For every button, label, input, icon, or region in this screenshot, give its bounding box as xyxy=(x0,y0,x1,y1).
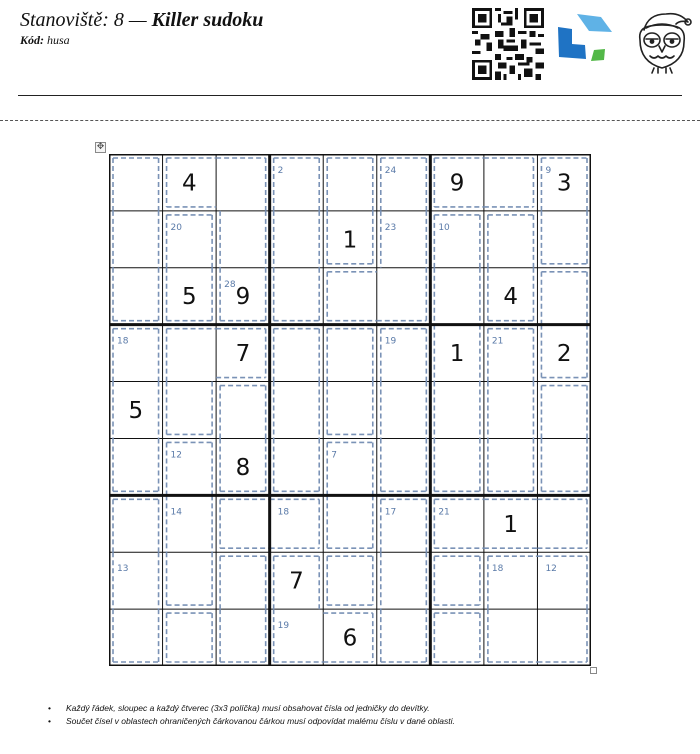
colored-blocks-logo-icon xyxy=(555,14,617,70)
given-digit: 8 xyxy=(235,454,251,481)
cage-sum: 21 xyxy=(491,336,504,347)
cage xyxy=(113,499,159,662)
sudoku-board[interactable] xyxy=(109,154,591,666)
table-resize-handle[interactable] xyxy=(590,667,597,674)
cage-sum: 20 xyxy=(170,222,183,233)
rules-list xyxy=(48,702,688,728)
cage-sum: 12 xyxy=(170,450,183,461)
cage-sum: 7 xyxy=(331,450,337,461)
given-digit: 5 xyxy=(182,284,197,311)
cage-sum: 28 xyxy=(224,279,236,290)
cage-sum: 21 xyxy=(438,507,450,518)
given-digit: 7 xyxy=(289,568,304,595)
owl-logo-icon xyxy=(630,6,694,76)
logo-green-block xyxy=(591,49,605,61)
given-digit: 9 xyxy=(449,170,465,197)
cage xyxy=(167,613,213,662)
cage xyxy=(274,158,320,321)
page-header xyxy=(20,8,263,48)
code-line: Kód: husa xyxy=(20,33,70,47)
sudoku-grid xyxy=(109,154,591,666)
given-digit: 2 xyxy=(556,341,572,368)
cage-sum: 14 xyxy=(170,507,183,518)
given-digit: 4 xyxy=(503,284,518,311)
cage xyxy=(327,556,480,605)
bullet-icon: • xyxy=(48,703,51,713)
rule-item: • Každý řádek, sloupec a každý čtverec (3x3 políčka) musí obsahovat čísla od jedničky do devítky. xyxy=(48,703,430,713)
given-digit: 6 xyxy=(342,625,358,652)
cage-sum: 18 xyxy=(117,336,129,347)
cage-sum: 24 xyxy=(384,166,397,176)
given-digit: 9 xyxy=(235,284,251,311)
cage-sum: 23 xyxy=(384,222,397,233)
logo-dark-blue-block xyxy=(558,27,586,59)
given-digit: 1 xyxy=(342,227,358,254)
cage-sum: 9 xyxy=(545,166,552,176)
cage xyxy=(381,329,427,492)
cage xyxy=(274,329,320,492)
cage-sum: 10 xyxy=(438,222,450,233)
cage-sum: 2 xyxy=(277,166,284,176)
table-move-handle-icon[interactable]: ✥ xyxy=(96,142,105,152)
cage-sum: 12 xyxy=(545,564,557,575)
given-digit: 5 xyxy=(128,398,144,424)
qr-code-icon xyxy=(472,8,544,80)
given-digit: 7 xyxy=(235,341,251,368)
cage-sum: 19 xyxy=(384,336,397,347)
cage xyxy=(381,499,427,662)
bullet-icon: • xyxy=(48,716,51,726)
header-divider xyxy=(18,95,682,96)
given-digit: 1 xyxy=(449,341,465,368)
given-digit: 4 xyxy=(182,170,197,197)
cage xyxy=(167,442,213,605)
cage-sum: 19 xyxy=(277,621,290,632)
given-digit: 1 xyxy=(503,511,518,538)
logo-light-blue-block xyxy=(577,14,612,32)
cage xyxy=(434,613,480,662)
cage-sum: 13 xyxy=(117,564,129,575)
cage-sum: 17 xyxy=(384,507,397,518)
cage-sum: 18 xyxy=(277,507,290,518)
cage xyxy=(488,329,534,492)
cage xyxy=(113,158,159,321)
given-digit: 3 xyxy=(556,170,572,197)
cage-sum: 18 xyxy=(491,564,504,575)
code-value: husa xyxy=(47,33,70,47)
page-title: Stanoviště: 8 — Killer sudoku xyxy=(20,9,264,31)
puzzle-name: Killer sudoku xyxy=(151,9,264,31)
cut-line xyxy=(0,120,700,121)
rule-item: • Součet čísel v oblastech ohraničených čárkovanou čárkou musí odpovídat malému číslu v dané oblasti. xyxy=(48,716,455,726)
